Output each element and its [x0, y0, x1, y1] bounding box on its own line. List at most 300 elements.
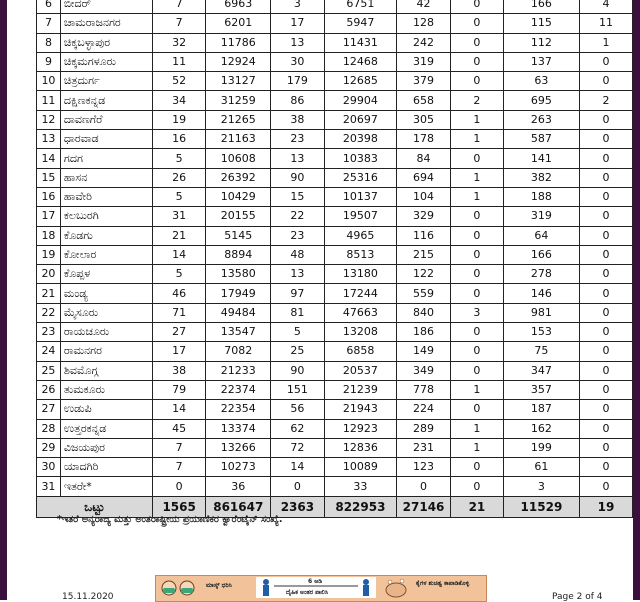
cell-value: 17244 [324, 284, 396, 303]
serial-number: 19 [37, 245, 61, 264]
cell-value: 242 [397, 33, 451, 52]
district-name: ಹಾಸನ [60, 168, 152, 187]
cell-value: 90 [271, 168, 325, 187]
cell-value: 26 [152, 168, 206, 187]
district-cases-table [36, 0, 633, 518]
cell-value: 71 [152, 303, 206, 322]
cell-value: 32 [152, 33, 206, 52]
cell-value: 0 [450, 0, 503, 14]
table-row [37, 110, 633, 129]
serial-number: 26 [37, 380, 61, 399]
cell-value: 0 [579, 284, 632, 303]
cell-value: 3 [271, 0, 325, 14]
cell-value: 11786 [206, 33, 271, 52]
cell-value: 7 [152, 14, 206, 33]
cell-value: 1 [579, 33, 632, 52]
cell-value: 141 [503, 149, 579, 168]
cell-value: 187 [503, 400, 579, 419]
district-name: ಚಾಮರಾಜನಗರ [60, 14, 152, 33]
cell-value: 305 [397, 110, 451, 129]
cell-value: 56 [271, 400, 325, 419]
table-row [37, 0, 633, 14]
cell-value: 6963 [206, 0, 271, 14]
table-row [37, 361, 633, 380]
cell-value: 146 [503, 284, 579, 303]
serial-number: 23 [37, 323, 61, 342]
table-row [37, 33, 633, 52]
cell-value: 6858 [324, 342, 396, 361]
district-name: ಕಲಬುರಗಿ [60, 207, 152, 226]
cell-value: 5 [152, 187, 206, 206]
cell-value: 215 [397, 245, 451, 264]
table-row [37, 207, 633, 226]
table-row [37, 14, 633, 33]
total-value: 2363 [271, 496, 325, 517]
table-row [37, 245, 633, 264]
serial-number: 14 [37, 149, 61, 168]
cell-value: 1 [450, 419, 503, 438]
serial-number: 15 [37, 168, 61, 187]
cell-value: 21233 [206, 361, 271, 380]
cell-value: 12923 [324, 419, 396, 438]
cell-value: 20697 [324, 110, 396, 129]
cell-value: 13 [271, 265, 325, 284]
distance-text: 6 ಅಡಿ [308, 578, 322, 585]
cell-value: 0 [579, 361, 632, 380]
cell-value: 15 [271, 187, 325, 206]
serial-number: 27 [37, 400, 61, 419]
serial-number: 21 [37, 284, 61, 303]
cell-value: 840 [397, 303, 451, 322]
cell-value: 1 [450, 168, 503, 187]
cell-value: 122 [397, 265, 451, 284]
page-date: 15.11.2020 [62, 592, 114, 602]
cell-value: 16 [152, 130, 206, 149]
district-name: ಧಾರವಾಡ [60, 130, 152, 149]
table-body [37, 0, 633, 496]
cell-value: 0 [450, 265, 503, 284]
cell-value: 10608 [206, 149, 271, 168]
cell-value: 289 [397, 419, 451, 438]
left-page-border [0, 0, 7, 600]
cell-value: 75 [503, 342, 579, 361]
serial-number: 28 [37, 419, 61, 438]
serial-number: 22 [37, 303, 61, 322]
cell-value: 104 [397, 187, 451, 206]
table-row [37, 187, 633, 206]
cell-value: 0 [450, 52, 503, 71]
cell-value: 0 [579, 400, 632, 419]
cell-value: 12924 [206, 52, 271, 71]
cell-value: 19 [152, 110, 206, 129]
cell-value: 86 [271, 91, 325, 110]
cell-value: 329 [397, 207, 451, 226]
district-name: ಉತ್ತರಕನ್ನಡ [60, 419, 152, 438]
cell-value: 153 [503, 323, 579, 342]
table-row [37, 284, 633, 303]
cell-value: 981 [503, 303, 579, 322]
cell-value: 2 [579, 91, 632, 110]
cell-value: 0 [579, 438, 632, 457]
table-row [37, 458, 633, 477]
cell-value: 231 [397, 438, 451, 457]
cell-value: 21943 [324, 400, 396, 419]
cell-value: 17 [271, 14, 325, 33]
cell-value: 0 [579, 477, 632, 496]
cell-value: 13266 [206, 438, 271, 457]
cell-value: 0 [450, 207, 503, 226]
cell-value: 13580 [206, 265, 271, 284]
serial-number: 16 [37, 187, 61, 206]
district-name: ಚಿಕ್ಕಬಳ್ಳಾಪುರ [60, 33, 152, 52]
cell-value: 63 [503, 72, 579, 91]
cell-value: 149 [397, 342, 451, 361]
cell-value: 5 [152, 265, 206, 284]
cell-value: 179 [271, 72, 325, 91]
cell-value: 8513 [324, 245, 396, 264]
cell-value: 0 [450, 72, 503, 91]
masked-faces-icon [160, 578, 200, 598]
serial-number: 8 [37, 33, 61, 52]
cell-value: 22374 [206, 380, 271, 399]
cell-value: 25 [271, 342, 325, 361]
cell-value: 0 [579, 226, 632, 245]
cell-value: 0 [579, 149, 632, 168]
cell-value: 13547 [206, 323, 271, 342]
cell-value: 20155 [206, 207, 271, 226]
cell-value: 695 [503, 91, 579, 110]
district-name: ತುಮಕೂರು [60, 380, 152, 399]
cell-value: 162 [503, 419, 579, 438]
cell-value: 0 [450, 458, 503, 477]
cell-value: 97 [271, 284, 325, 303]
cell-value: 6751 [324, 0, 396, 14]
cell-value: 12685 [324, 72, 396, 91]
cell-value: 7 [152, 0, 206, 14]
cell-value: 0 [450, 323, 503, 342]
cell-value: 17949 [206, 284, 271, 303]
cell-value: 46 [152, 284, 206, 303]
right-page-border [633, 0, 640, 600]
total-value: 1565 [152, 496, 206, 517]
cell-value: 137 [503, 52, 579, 71]
cell-value: 319 [503, 207, 579, 226]
cell-value: 0 [579, 265, 632, 284]
cell-value: 11431 [324, 33, 396, 52]
cell-value: 0 [450, 14, 503, 33]
cell-value: 29904 [324, 91, 396, 110]
district-name: ರಾಯಚೂರು [60, 323, 152, 342]
cell-value: 0 [579, 168, 632, 187]
district-name: ಚಿತ್ರದುರ್ಗ [60, 72, 152, 91]
cell-value: 0 [450, 245, 503, 264]
cell-value: 20537 [324, 361, 396, 380]
table-row [37, 52, 633, 71]
cell-value: 1 [450, 380, 503, 399]
district-name: ದಕ್ಷಿಣಕನ್ನಡ [60, 91, 152, 110]
district-name: ಶಿವಮೊಗ್ಗ [60, 361, 152, 380]
safety-banner [155, 575, 487, 602]
total-value: 21 [450, 496, 503, 517]
cell-value: 8894 [206, 245, 271, 264]
cell-value: 13374 [206, 419, 271, 438]
cell-value: 38 [152, 361, 206, 380]
district-name: ದಾವಣಗೆರೆ [60, 110, 152, 129]
cell-value: 0 [579, 323, 632, 342]
cell-value: 0 [579, 130, 632, 149]
document-page [7, 0, 633, 600]
cell-value: 0 [450, 477, 503, 496]
cell-value: 1 [450, 438, 503, 457]
cell-value: 3 [503, 477, 579, 496]
serial-number: 31 [37, 477, 61, 496]
cell-value: 128 [397, 14, 451, 33]
district-name: ಉಡುಪಿ [60, 400, 152, 419]
serial-number: 11 [37, 91, 61, 110]
table-row [37, 419, 633, 438]
district-name: ಚಿಕ್ಕಮಗಳೂರು [60, 52, 152, 71]
cell-value: 14 [271, 458, 325, 477]
cell-value: 559 [397, 284, 451, 303]
table-row [37, 149, 633, 168]
total-value: 822953 [324, 496, 396, 517]
cell-value: 7 [152, 438, 206, 457]
cell-value: 587 [503, 130, 579, 149]
cell-value: 61 [503, 458, 579, 477]
district-name: ಕೊಡಗು [60, 226, 152, 245]
distance-subtext: ದೈಹಿಕ ಅಂತರ ಪಾಲಿಸಿ [286, 589, 329, 596]
cell-value: 5145 [206, 226, 271, 245]
cell-value: 1 [450, 187, 503, 206]
cell-value: 694 [397, 168, 451, 187]
cell-value: 166 [503, 245, 579, 264]
cell-value: 27 [152, 323, 206, 342]
cell-value: 81 [271, 303, 325, 322]
serial-number: 17 [37, 207, 61, 226]
cell-value: 7 [152, 458, 206, 477]
cell-value: 13180 [324, 265, 396, 284]
total-value: 11529 [503, 496, 579, 517]
cell-value: 0 [450, 226, 503, 245]
cell-value: 4965 [324, 226, 396, 245]
cell-value: 26392 [206, 168, 271, 187]
cell-value: 379 [397, 72, 451, 91]
cell-value: 116 [397, 226, 451, 245]
total-value: 861647 [206, 496, 271, 517]
cell-value: 52 [152, 72, 206, 91]
cell-value: 14 [152, 400, 206, 419]
cell-value: 0 [450, 284, 503, 303]
cell-value: 263 [503, 110, 579, 129]
serial-number: 18 [37, 226, 61, 245]
district-name: ಮಂಡ್ಯ [60, 284, 152, 303]
cell-value: 0 [579, 187, 632, 206]
cell-value: 112 [503, 33, 579, 52]
cell-value: 47663 [324, 303, 396, 322]
district-name: ಯಾದಗಿರಿ [60, 458, 152, 477]
cell-value: 178 [397, 130, 451, 149]
cell-value: 188 [503, 187, 579, 206]
cell-value: 186 [397, 323, 451, 342]
cell-value: 0 [450, 361, 503, 380]
cell-value: 49484 [206, 303, 271, 322]
cell-value: 0 [579, 380, 632, 399]
cell-value: 13127 [206, 72, 271, 91]
cell-value: 19507 [324, 207, 396, 226]
distance-section [256, 577, 376, 598]
cell-value: 0 [450, 342, 503, 361]
cell-value: 13 [271, 33, 325, 52]
cell-value: 5947 [324, 14, 396, 33]
cell-value: 21265 [206, 110, 271, 129]
cell-value: 23 [271, 130, 325, 149]
cell-value: 21239 [324, 380, 396, 399]
page-number: Page 2 of 4 [552, 592, 603, 602]
cell-value: 12836 [324, 438, 396, 457]
cell-value: 10383 [324, 149, 396, 168]
cell-value: 64 [503, 226, 579, 245]
table-row [37, 72, 633, 91]
total-value: 19 [579, 496, 632, 517]
cell-value: 22354 [206, 400, 271, 419]
cell-value: 72 [271, 438, 325, 457]
cell-value: 10137 [324, 187, 396, 206]
cell-value: 778 [397, 380, 451, 399]
cell-value: 62 [271, 419, 325, 438]
cell-value: 1 [450, 130, 503, 149]
cell-value: 0 [450, 149, 503, 168]
cell-value: 7082 [206, 342, 271, 361]
cell-value: 0 [579, 245, 632, 264]
serial-number: 25 [37, 361, 61, 380]
cell-value: 4 [579, 0, 632, 14]
cell-value: 38 [271, 110, 325, 129]
cell-value: 0 [579, 110, 632, 129]
table-row [37, 400, 633, 419]
cell-value: 10273 [206, 458, 271, 477]
cell-value: 3 [450, 303, 503, 322]
cell-value: 13208 [324, 323, 396, 342]
footnote: *ಇತರೆ ಅನ್ಯರಾಜ್ಯ ಮತ್ತು ಅಂತರಾಷ್ಟ್ರೀಯ ಪ್ರಯಾಣಿಕರ ಕ್ವಾರೆಂಟೈನ್ ಸಂಖ್ಯೆ. [57, 514, 283, 525]
serial-number: 12 [37, 110, 61, 129]
cell-value: 5 [271, 323, 325, 342]
cell-value: 347 [503, 361, 579, 380]
serial-number: 24 [37, 342, 61, 361]
serial-number: 6 [37, 0, 61, 14]
table-row [37, 323, 633, 342]
hand-wash-section [382, 578, 482, 600]
cell-value: 166 [503, 0, 579, 14]
cell-value: 319 [397, 52, 451, 71]
cell-value: 10089 [324, 458, 396, 477]
cell-value: 84 [397, 149, 451, 168]
table-row [37, 130, 633, 149]
cell-value: 0 [397, 477, 451, 496]
cell-value: 33 [324, 477, 396, 496]
cell-value: 0 [579, 458, 632, 477]
cell-value: 357 [503, 380, 579, 399]
district-name: ಹಾವೇರಿ [60, 187, 152, 206]
cell-value: 22 [271, 207, 325, 226]
table-row [37, 265, 633, 284]
table-row [37, 438, 633, 457]
cell-value: 36 [206, 477, 271, 496]
district-name: ಇತರೇ* [60, 477, 152, 496]
cell-value: 30 [271, 52, 325, 71]
serial-number: 7 [37, 14, 61, 33]
cell-value: 349 [397, 361, 451, 380]
cell-value: 658 [397, 91, 451, 110]
cell-value: 115 [503, 14, 579, 33]
district-name: ಬೀದರ್ [60, 0, 152, 14]
cell-value: 34 [152, 91, 206, 110]
cell-value: 25316 [324, 168, 396, 187]
mask-text: ಮಾಸ್ಕ್ ಧರಿಸಿ [206, 582, 232, 589]
cell-value: 10429 [206, 187, 271, 206]
table-row [37, 477, 633, 496]
table-row [37, 226, 633, 245]
cell-value: 23 [271, 226, 325, 245]
serial-number: 13 [37, 130, 61, 149]
table-row [37, 380, 633, 399]
hand-wash-text: ಕೈಗಳ ಶುಚಿತ್ವ ಕಾಪಾಡಿಕೊಳ್ಳಿ [416, 580, 470, 587]
serial-number: 10 [37, 72, 61, 91]
table-row [37, 303, 633, 322]
district-name: ಕೊಪ್ಪಳ [60, 265, 152, 284]
cell-value: 224 [397, 400, 451, 419]
cell-value: 0 [271, 477, 325, 496]
total-label: ಒಟ್ಟು [37, 496, 153, 517]
cell-value: 21163 [206, 130, 271, 149]
cell-value: 0 [579, 342, 632, 361]
cell-value: 6201 [206, 14, 271, 33]
cell-value: 199 [503, 438, 579, 457]
district-name: ಕೋಲಾರ [60, 245, 152, 264]
serial-number: 29 [37, 438, 61, 457]
district-name: ಗದಗ [60, 149, 152, 168]
cell-value: 0 [579, 52, 632, 71]
table-row [37, 168, 633, 187]
cell-value: 20398 [324, 130, 396, 149]
serial-number: 20 [37, 265, 61, 284]
cell-value: 382 [503, 168, 579, 187]
cell-value: 14 [152, 245, 206, 264]
cell-value: 13 [271, 149, 325, 168]
district-name: ವಿಜಯಪುರ [60, 438, 152, 457]
cell-value: 31 [152, 207, 206, 226]
cell-value: 278 [503, 265, 579, 284]
cell-value: 45 [152, 419, 206, 438]
table-row [37, 91, 633, 110]
cell-value: 17 [152, 342, 206, 361]
serial-number: 30 [37, 458, 61, 477]
cell-value: 1 [450, 110, 503, 129]
mask-section [160, 578, 250, 600]
cell-value: 48 [271, 245, 325, 264]
cell-value: 12468 [324, 52, 396, 71]
cell-value: 90 [271, 361, 325, 380]
cell-value: 151 [271, 380, 325, 399]
district-name: ಮೈಸೂರು [60, 303, 152, 322]
district-name: ರಾಮನಗರ [60, 342, 152, 361]
cell-value: 42 [397, 0, 451, 14]
cell-value: 11 [579, 14, 632, 33]
cell-value: 0 [579, 72, 632, 91]
serial-number: 9 [37, 52, 61, 71]
cell-value: 2 [450, 91, 503, 110]
hand-wash-icon [382, 578, 412, 598]
cell-value: 5 [152, 149, 206, 168]
